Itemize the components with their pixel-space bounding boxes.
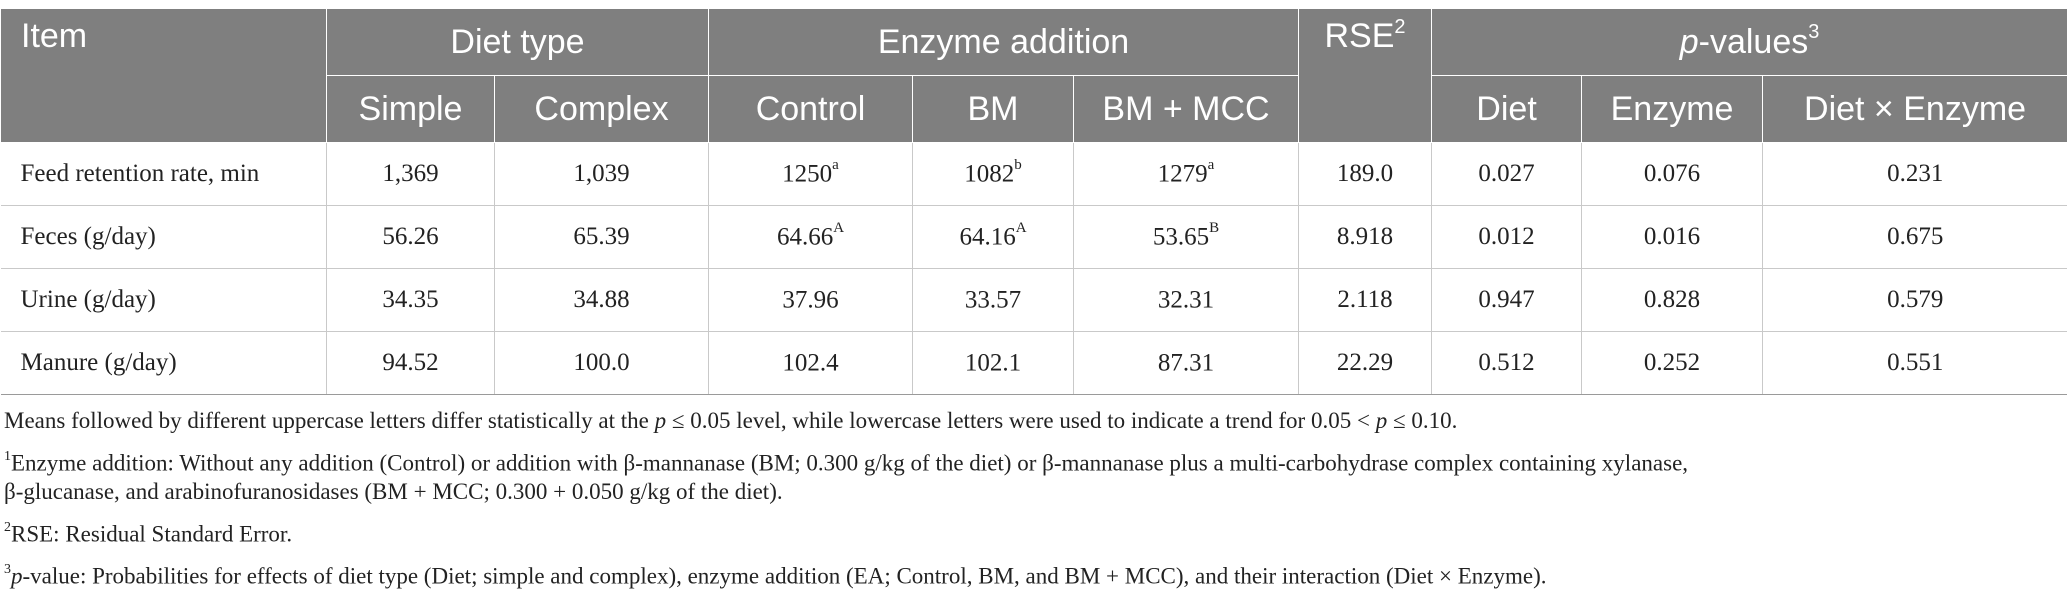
- cell-item: Feed retention rate, min: [1, 143, 327, 206]
- footnote-p-italic: p: [11, 564, 23, 589]
- header-diet-x-enzyme: Diet × Enzyme: [1763, 76, 2067, 143]
- footnote-marker: 2: [4, 520, 11, 535]
- header-p-italic: p: [1680, 23, 1699, 61]
- table-row: [1, 332, 2067, 395]
- table-body: [1, 143, 2067, 395]
- cell-rse: 189.0: [1299, 143, 1432, 206]
- header-enzyme: Enzyme: [1582, 76, 1763, 143]
- cell-superscript: a: [1208, 157, 1215, 173]
- cell-control: [709, 332, 913, 395]
- cell-p-interaction: 0.551: [1763, 332, 2067, 395]
- header-p-values: [1432, 9, 2067, 76]
- cell-complex: 65.39: [495, 206, 709, 269]
- table-footnotes: [0, 407, 2067, 591]
- header-item: Item: [1, 9, 327, 143]
- cell-bm: [913, 143, 1074, 206]
- header-bm-mcc: BM + MCC: [1074, 76, 1299, 143]
- footnote-significance: [4, 407, 2067, 435]
- cell-control: [709, 143, 913, 206]
- header-diet-type: Diet type: [327, 9, 709, 76]
- header-p-values-footnote: 3: [1808, 21, 1819, 43]
- cell-value: 1250: [782, 160, 832, 187]
- cell-complex: 1,039: [495, 143, 709, 206]
- cell-p-diet: 0.027: [1432, 143, 1582, 206]
- cell-p-enzyme: 0.016: [1582, 206, 1763, 269]
- cell-value: 1279: [1158, 160, 1208, 187]
- footnote-3: [4, 558, 2067, 591]
- cell-p-enzyme: 0.828: [1582, 269, 1763, 332]
- footnote-text: -value: Probabilities for effects of diet type (Diet; simple and complex), enzyme addition (EA; Control, BM, and BM + MCC), and their interaction (Diet × Enzyme).: [23, 564, 1547, 589]
- cell-superscript: B: [1209, 220, 1219, 236]
- footnote-text: RSE: Residual Standard Error.: [11, 521, 292, 546]
- footnote-text: ≤ 0.10.: [1387, 408, 1457, 433]
- header-complex: Complex: [495, 76, 709, 143]
- cell-rse: 8.918: [1299, 206, 1432, 269]
- cell-rse: 22.29: [1299, 332, 1432, 395]
- header-control: Control: [709, 76, 913, 143]
- footnote-2: [4, 516, 2067, 549]
- cell-value: 53.65: [1153, 223, 1209, 250]
- cell-item: Urine (g/day): [1, 269, 327, 332]
- cell-bm: [913, 206, 1074, 269]
- header-rse: [1299, 9, 1432, 143]
- cell-superscript: A: [833, 220, 844, 236]
- cell-value: 32.31: [1158, 286, 1214, 313]
- cell-p-enzyme: 0.252: [1582, 332, 1763, 395]
- cell-bm-mcc: [1074, 206, 1299, 269]
- cell-control: [709, 206, 913, 269]
- table-row: [1, 143, 2067, 206]
- cell-bm-mcc: [1074, 269, 1299, 332]
- footnote-1: [4, 445, 2067, 506]
- cell-complex: 34.88: [495, 269, 709, 332]
- cell-superscript: a: [832, 157, 839, 173]
- results-table-section: [0, 8, 2067, 601]
- cell-superscript: b: [1014, 157, 1022, 173]
- header-simple: Simple: [327, 76, 495, 143]
- cell-rse: 2.118: [1299, 269, 1432, 332]
- cell-bm-mcc: [1074, 332, 1299, 395]
- cell-value: 64.66: [777, 223, 833, 250]
- cell-value: 33.57: [965, 286, 1021, 313]
- footnote-p-italic: p: [1376, 408, 1388, 433]
- footnote-text: β-glucanase, and arabinofuranosidases (BM + MCC; 0.300 + 0.050 g/kg of the diet).: [4, 479, 783, 504]
- footnote-text: Enzyme addition: Without any addition (Control) or addition with β-mannanase (BM; 0.300 g/kg of the diet) or β-mannanase plus a multi-carbohydrase complex containing xylanase,: [11, 451, 1688, 476]
- cell-bm: [913, 332, 1074, 395]
- table-header: [1, 9, 2067, 143]
- cell-p-diet: 0.012: [1432, 206, 1582, 269]
- cell-value: 87.31: [1158, 349, 1214, 376]
- footnote-marker: 1: [4, 449, 11, 464]
- cell-simple: 56.26: [327, 206, 495, 269]
- results-table: [0, 8, 2067, 395]
- footnote-p-italic: p: [655, 408, 667, 433]
- header-diet: Diet: [1432, 76, 1582, 143]
- header-enzyme-addition: Enzyme addition: [709, 9, 1299, 76]
- cell-simple: 34.35: [327, 269, 495, 332]
- cell-item: Manure (g/day): [1, 332, 327, 395]
- cell-value: 64.16: [959, 223, 1015, 250]
- table-row: [1, 269, 2067, 332]
- cell-p-diet: 0.947: [1432, 269, 1582, 332]
- cell-p-interaction: 0.231: [1763, 143, 2067, 206]
- cell-bm-mcc: [1074, 143, 1299, 206]
- header-rse-label: RSE: [1325, 17, 1395, 55]
- header-p-values-label: -values: [1699, 23, 1809, 61]
- cell-value: 1082: [964, 160, 1014, 187]
- cell-simple: 1,369: [327, 143, 495, 206]
- cell-item: Feces (g/day): [1, 206, 327, 269]
- footnote-marker: 3: [4, 562, 11, 577]
- cell-superscript: A: [1016, 220, 1027, 236]
- cell-simple: 94.52: [327, 332, 495, 395]
- cell-complex: 100.0: [495, 332, 709, 395]
- cell-p-interaction: 0.579: [1763, 269, 2067, 332]
- cell-value: 102.4: [782, 349, 838, 376]
- footnote-text: ≤ 0.05 level, while lowercase letters were used to indicate a trend for 0.05 <: [666, 408, 1376, 433]
- cell-value: 37.96: [782, 286, 838, 313]
- cell-p-diet: 0.512: [1432, 332, 1582, 395]
- header-rse-footnote: 2: [1394, 16, 1405, 38]
- cell-p-enzyme: 0.076: [1582, 143, 1763, 206]
- footnote-text: Means followed by different uppercase letters differ statistically at the: [4, 408, 655, 433]
- cell-value: 102.1: [965, 349, 1021, 376]
- table-row: [1, 206, 2067, 269]
- header-bm: BM: [913, 76, 1074, 143]
- cell-bm: [913, 269, 1074, 332]
- cell-p-interaction: 0.675: [1763, 206, 2067, 269]
- cell-control: [709, 269, 913, 332]
